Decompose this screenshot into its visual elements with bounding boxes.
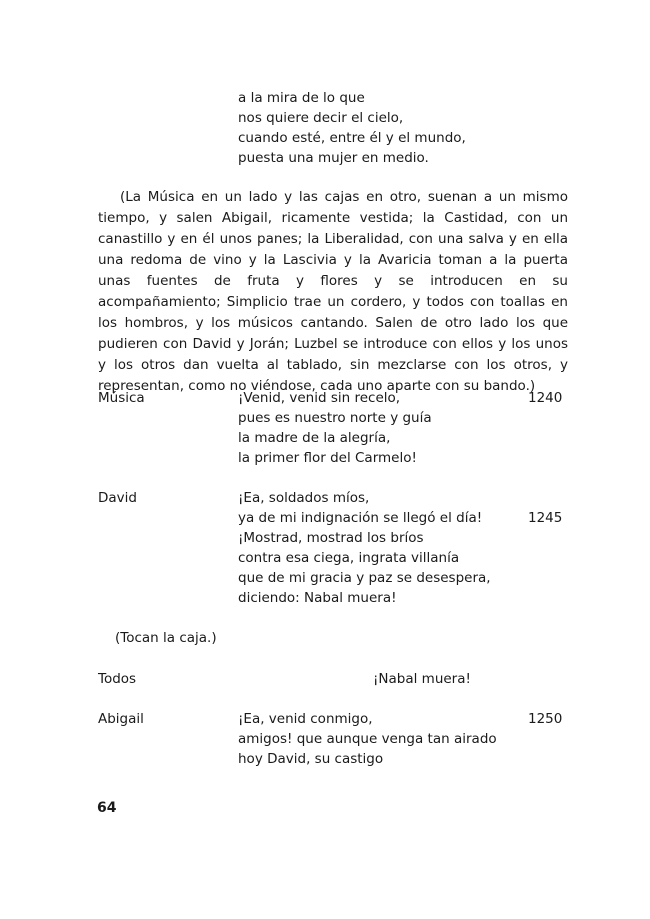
verse-line: ¡Ea, soldados míos, [238,490,370,506]
verse-line: la madre de la alegría, [238,430,391,446]
stage-direction [98,187,568,397]
verse-line: nos quiere decir el cielo, [238,110,404,126]
speech-lines [238,388,432,468]
stage-direction-short: (Tocan la caja.) [115,630,217,646]
speech-lines [238,488,491,608]
verse-line: contra esa ciega, ingrata villanía [238,550,460,566]
verse-number: 1250 [528,711,563,727]
speaker-name: Abigail [98,711,144,727]
verse-line: ¡Venid, venid sin recelo, [238,390,401,406]
verse-line: cuando esté, entre él y el mundo, [238,130,466,146]
verse-line: ¡Nabal muera! [373,671,471,687]
verse-number: 1240 [528,390,563,406]
speech-lines [238,709,497,769]
verse-line: a la mira de lo que [238,90,365,106]
verse-line: hoy David, su castigo [238,751,384,767]
verse-line: ya de mi indignación se llegó el día! [238,510,483,526]
verse-line: que de mi gracia y paz se desespera, [238,570,491,586]
page-number: 64 [97,800,117,816]
speaker-name: Todos [98,671,137,687]
verse-line: la primer flor del Carmelo! [238,450,417,466]
verse-number: 1245 [528,510,563,526]
verse-line: diciendo: Nabal muera! [238,590,397,606]
verse-line: ¡Mostrad, mostrad los bríos [238,530,424,546]
speaker-name: Música [98,390,145,406]
opening-verse [238,88,466,168]
speaker-name: David [98,490,137,506]
stage-direction-text: (La Música en un lado y las cajas en otro, suenan a un mismo tiempo, y salen Abigail, ricamente vestida; la Castidad, con un canastillo y en él unos panes; la Liberalidad, con una salva y en ella una redoma de vino y la Lascivia y la Avaricia toman a la puerta unas fuentes de fruta y flores y se introducen en su acompañamiento; Simplicio trae un cordero, y todos con toallas en los hombros, y los músicos cantando. Salen de otro lado los que pudieren con David y Jorán; Luzbel se introduce con ellos y los unos y los otros dan vuelta al tablado, sin mezclarse con los otros, y representan, como no viéndose, cada uno aparte con su bando.) [98,189,568,394]
verse-line: pues es nuestro norte y guía [238,410,432,426]
verse-line: puesta una mujer en medio. [238,150,429,166]
verse-line: ¡Ea, venid conmigo, [238,711,373,727]
verse-line: amigos! que aunque venga tan airado [238,731,497,747]
